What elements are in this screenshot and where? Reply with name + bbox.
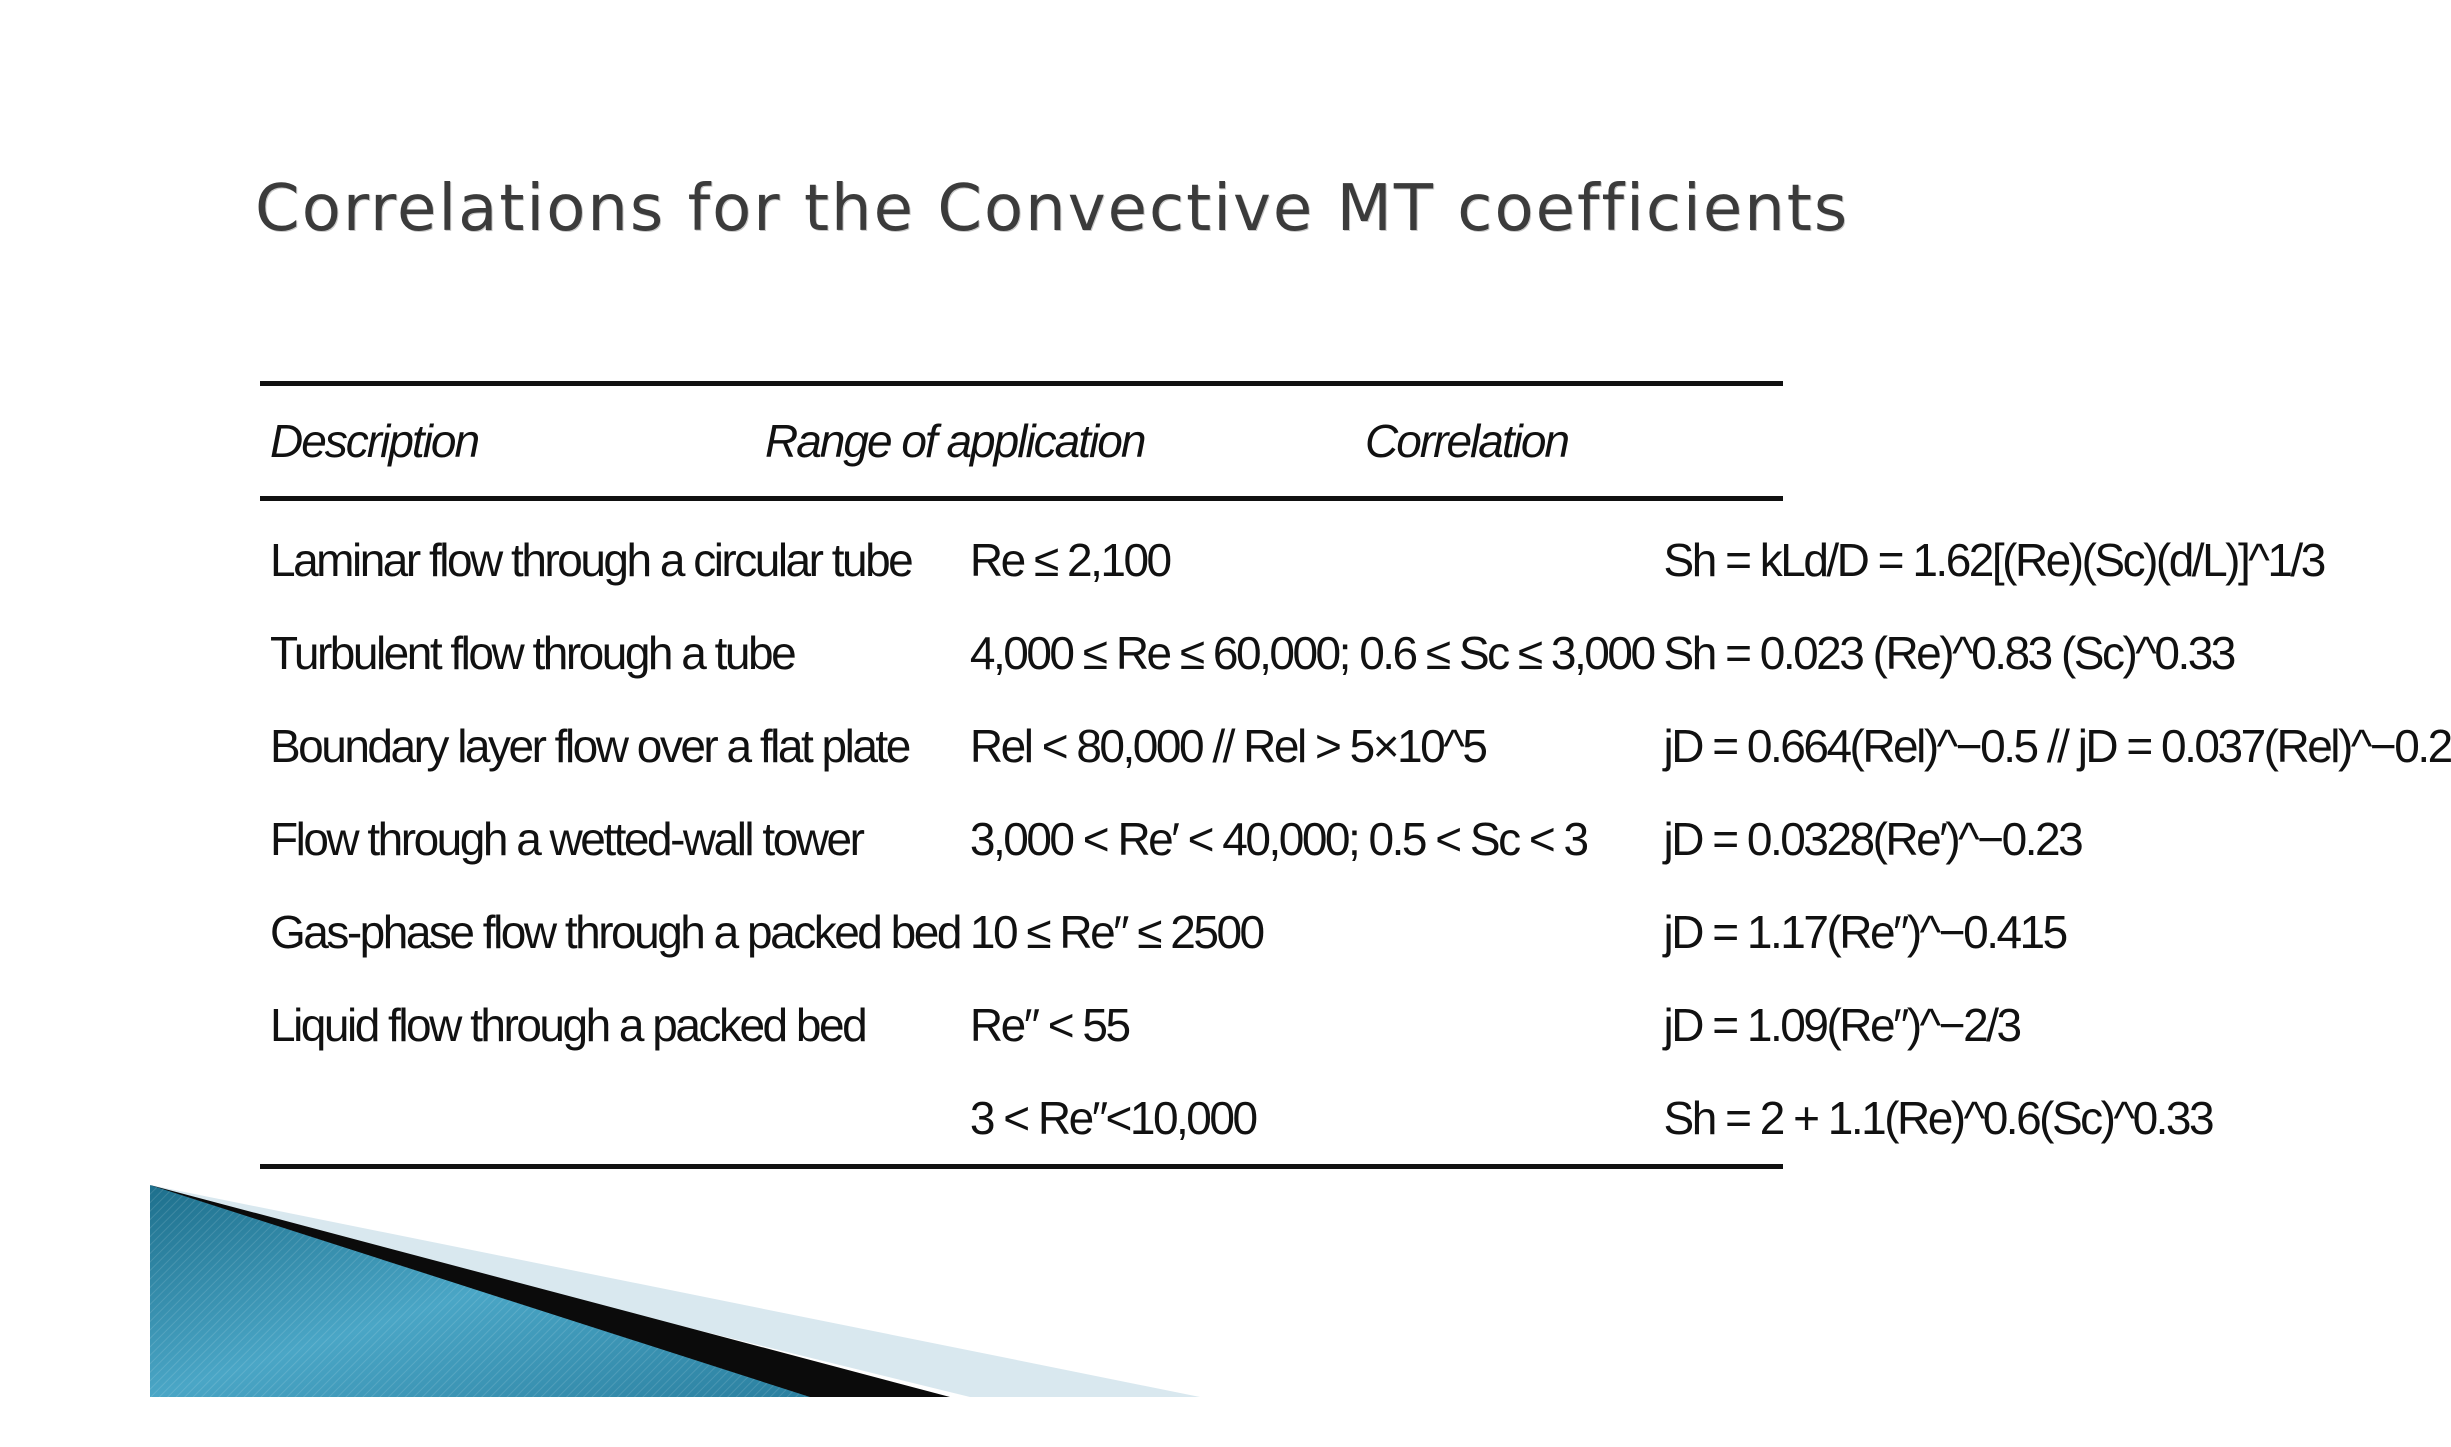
header-range: Range of application (765, 415, 1145, 467)
row-description: Laminar flow through a circular tube (270, 533, 912, 586)
row-description: Boundary layer flow over a flat plate (270, 719, 909, 772)
table-row (260, 792, 2451, 885)
slide-title: Correlations for the Convective MT coefficients (255, 172, 1850, 246)
row-range: Re″ < 55 (969, 998, 1129, 1051)
row-description: Gas-phase flow through a packed bed (270, 905, 960, 958)
row-range: 3 < Re″<10,000 (969, 1091, 1256, 1144)
table-row (260, 885, 2451, 978)
header-description: Description (270, 415, 479, 467)
row-range: Rel < 80,000 // Rel > 5×10^5 (969, 719, 1486, 772)
row-correlation: Sh = 0.023 (Re)^0.83 (Sc)^0.33 (1663, 626, 2234, 679)
row-correlation: jD = 0.0328(Re′)^−0.23 (1663, 812, 2082, 865)
row-correlation: jD = 1.17(Re″)^−0.415 (1663, 905, 2066, 958)
table-row (260, 1071, 2451, 1164)
row-description: Flow through a wetted-wall tower (270, 812, 863, 865)
correlations-table (260, 381, 2451, 1169)
row-correlation: Sh = 2 + 1.1(Re)^0.6(Sc)^0.33 (1663, 1091, 2213, 1144)
table-header-row (260, 386, 1783, 496)
table-row (260, 699, 2451, 792)
header-correlation: Correlation (1365, 415, 1568, 467)
table-row (260, 606, 2451, 699)
row-range: 10 ≤ Re″ ≤ 2500 (969, 905, 1263, 958)
row-range: Re ≤ 2,100 (969, 533, 1170, 586)
row-description: Liquid flow through a packed bed (270, 998, 866, 1051)
row-correlation: Sh = kLd/D = 1.62[(Re)(Sc)(d/L)]^1/3 (1663, 533, 2324, 586)
table-row (260, 978, 2451, 1071)
row-description: Turbulent flow through a tube (270, 626, 795, 679)
row-correlation: jD = 0.664(Rel)^−0.5 // jD = 0.037(Rel)^−0.2 (1663, 719, 2451, 772)
row-range: 4,000 ≤ Re ≤ 60,000; 0.6 ≤ Sc ≤ 3,000 (969, 626, 1654, 679)
table-bottom-rule (260, 1164, 1783, 1169)
corner-swoosh-decoration (150, 1185, 1200, 1397)
table-row (260, 501, 2451, 606)
row-correlation: jD = 1.09(Re″)^−2/3 (1663, 998, 2020, 1051)
row-description (260, 1071, 960, 1164)
row-range: 3,000 < Re′ < 40,000; 0.5 < Sc < 3 (969, 812, 1587, 865)
